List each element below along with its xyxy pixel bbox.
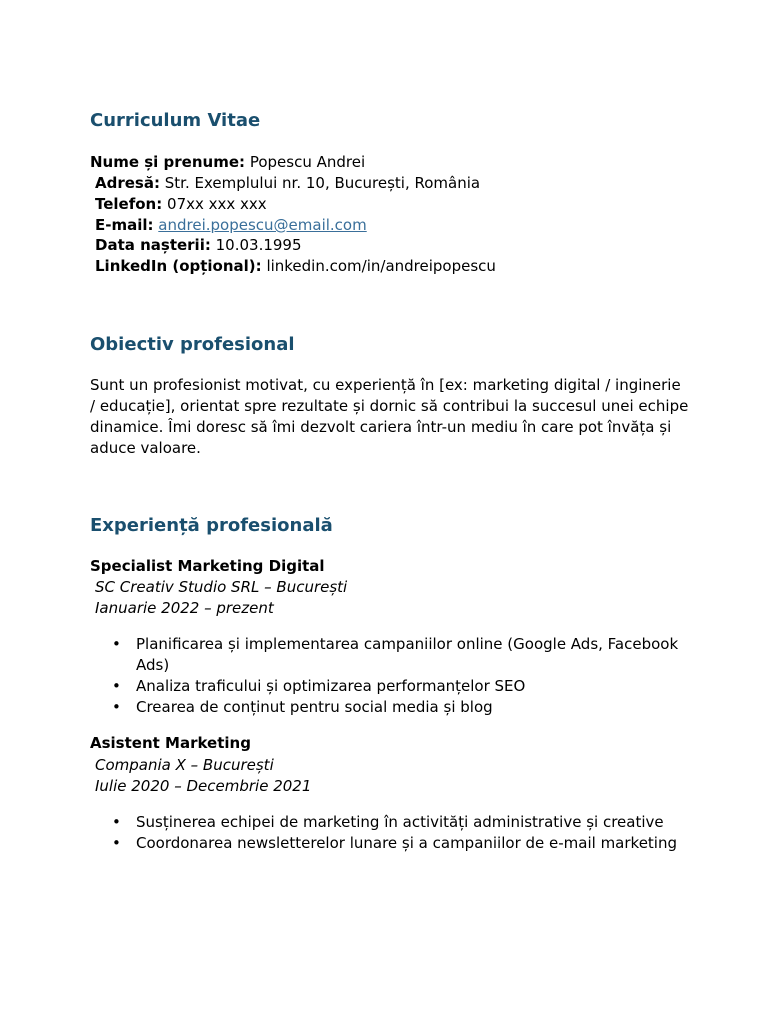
bullet-icon: • [112,698,121,716]
birthdate-label: Data nașterii: [95,236,211,254]
contact-address [95,173,480,193]
objective-heading: Obiectiv profesional [90,334,295,355]
list-item [90,833,690,854]
contact-email [95,215,367,235]
address-label: Adresă: [95,174,160,192]
linkedin-label: LinkedIn (opțional): [95,257,262,275]
duty-text: Crearea de conținut pentru social media și blog [136,698,493,716]
bullet-icon: • [112,813,121,831]
job-title: Asistent Marketing [90,734,251,752]
duty-text: Susținerea echipei de marketing în activități administrative și creative [136,813,664,831]
linkedin-value: linkedin.com/in/andreipopescu [266,257,496,275]
name-value: Popescu Andrei [249,153,366,171]
list-item [90,634,690,676]
job-duties-list [90,812,690,854]
contact-name [90,152,365,172]
job-title: Specialist Marketing Digital [90,557,325,575]
duty-text: Analiza traficului și optimizarea performanțelor SEO [136,677,526,695]
name-label: Nume și prenume: [90,153,246,171]
job-company: SC Creativ Studio SRL – București [95,578,348,596]
contact-birthdate [95,235,302,255]
address-value: Str. Exemplului nr. 10, București, România [164,174,481,192]
contact-linkedin [95,256,496,276]
list-item [90,812,690,833]
job-duties-list [90,634,690,718]
bullet-icon: • [112,635,121,653]
list-item [90,676,690,697]
email-link[interactable]: andrei.popescu@email.com [158,216,367,234]
cv-title: Curriculum Vitae [90,110,261,131]
job-period: Iulie 2020 – Decembrie 2021 [95,777,312,795]
experience-heading: Experiență profesională [90,515,333,536]
phone-label: Telefon: [95,195,163,213]
bullet-icon: • [112,834,121,852]
contact-phone [95,194,267,214]
birthdate-value: 10.03.1995 [215,236,302,254]
duty-text: Coordonarea newsletterelor lunare și a campaniilor de e-mail marketing [136,834,678,852]
duty-text: Planificarea și implementarea campaniilor online (Google Ads, Facebook Ads) [136,635,679,674]
job-period: Ianuarie 2022 – prezent [95,599,274,617]
objective-text: Sunt un profesionist motivat, cu experiență în [ex: marketing digital / inginerie / educație], orientat spre rezultate și dornic să contribui la succesul unei echipe dinamice. Îmi doresc să îmi dezvolt cariera într-un mediu în care pot învăța și aduce valoare. [90,376,689,457]
email-label: E-mail: [95,216,154,234]
phone-value: 07xx xxx xxx [167,195,267,213]
list-item [90,697,690,718]
bullet-icon: • [112,677,121,695]
job-company: Compania X – București [95,756,274,774]
